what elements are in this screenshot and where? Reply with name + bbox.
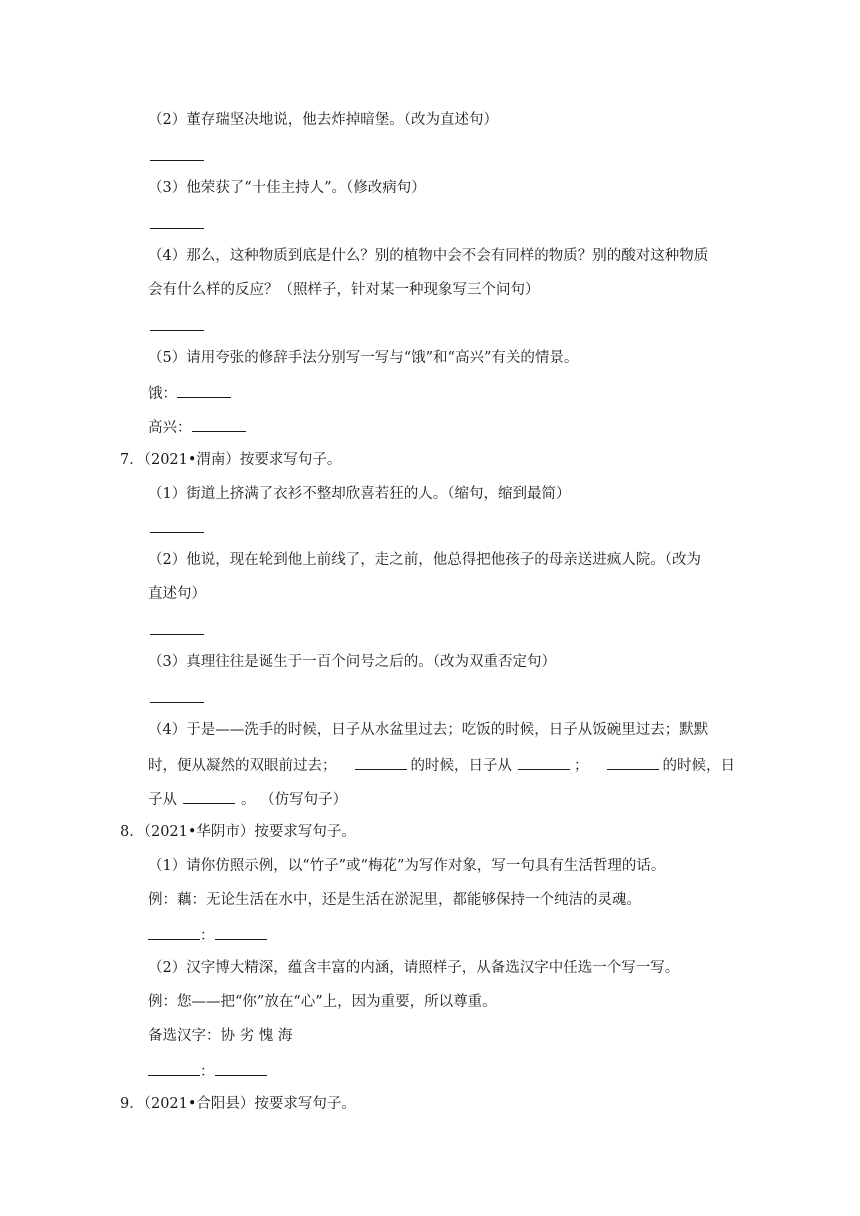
q6-sentence-3: （3）他荣获了“十佳主持人”。（修改病句） [148,180,426,196]
q8-answer-2-blank-a[interactable] [148,1060,200,1076]
q6-sentence-4-line1: （4）那么，这种物质到底是什么？别的植物中会不会有同样的物质？别的酸对这种物质 [148,248,709,264]
q6-hungry-label: 饿： [148,386,177,402]
q7-sentence-3: （3）真理往往是诞生于一百个问号之后的。（改为双重否定句） [148,654,556,670]
q6-answer-3[interactable] [150,228,204,229]
q7-s4-text-a: 时，便从凝然的双眼前过去； [148,758,337,774]
q7-heading: 7．（2021•渭南）按要求写句子。 [120,452,342,468]
q7-s4-text-d: 的时候，日 [662,758,735,774]
q8-answer-1-blank-b[interactable] [215,924,267,940]
q7-sentence-4-line3 [148,788,347,810]
q7-sentence-1: （1）街道上挤满了衣衫不整却欣喜若狂的人。（缩句，缩到最简） [148,486,571,502]
q6-answer-2[interactable] [150,160,204,161]
q6-sentence-2: （2）董存瑞坚决地说，他去炸掉暗堡。（改为直述句） [148,112,498,128]
q7-s4-text-f: 。 （仿写句子） [241,792,348,808]
q6-answer-4[interactable] [150,330,204,331]
q7-s4-blank-2[interactable] [518,754,570,770]
q6-happy-row [148,416,246,438]
q7-sentence-4-line1: （4）于是——洗手的时候，日子从水盆里过去；吃饭的时候，日子从饭碗里过去；默默 [148,722,709,738]
q6-hungry-row [148,382,231,404]
q7-sentence-2-line2: 直述句） [148,586,206,602]
q8-heading: 8．（2021•华阴市）按要求写句子。 [120,824,356,840]
q7-s4-blank-4[interactable] [183,788,235,804]
q6-sentence-5: （5）请用夸张的修辞手法分别写一写与“饿”和“高兴”有关的情景。 [148,350,579,366]
q8-options: 备选汉字：协 劣 愧 海 [148,1028,293,1044]
q7-s4-text-b: 的时候，日子从 [410,758,512,774]
q8-answer-2-blank-b[interactable] [215,1060,267,1076]
q8-colon-2: ： [200,1064,215,1080]
q8-example-2: 例：您——把“你”放在“心”上，因为重要，所以尊重。 [148,994,497,1010]
q8-colon-1: ： [200,928,215,944]
q7-s4-blank-1[interactable] [355,754,407,770]
q8-sentence-1: （1）请你仿照示例，以“竹子”或“梅花”为写作对象，写一句具有生活哲理的话。 [148,858,666,874]
q7-s4-text-c: ； [574,758,589,774]
q8-answer-2-row [148,1060,267,1082]
q6-sentence-4-line2: 会有什么样的反应？（照样子，针对某一种现象写三个问句） [148,282,540,298]
q9-heading: 9．（2021•合阳县）按要求写句子。 [120,1096,356,1112]
q8-answer-1-row [148,924,267,946]
q6-happy-label: 高兴： [148,420,192,436]
q7-answer-3[interactable] [150,702,204,703]
q8-example-1: 例：藕：无论生活在水中，还是生活在淤泥里，都能够保持一个纯洁的灵魂。 [148,892,641,908]
q8-sentence-2: （2）汉字博大精深，蕴含丰富的内涵，请照样子，从备选汉字中任选一个写一写。 [148,960,680,976]
q7-answer-2[interactable] [150,634,204,635]
q6-happy-blank[interactable] [192,416,246,432]
q7-sentence-2-line1: （2）他说，现在轮到他上前线了，走之前，他总得把他孩子的母亲送进疯人院。（改为 [148,552,701,568]
q7-s4-text-e: 子从 [148,792,177,808]
q7-answer-1[interactable] [150,532,204,533]
q7-s4-blank-3[interactable] [607,754,659,770]
q6-hungry-blank[interactable] [177,382,231,398]
q7-sentence-4-line2 [148,754,735,776]
q8-answer-1-blank-a[interactable] [148,924,200,940]
